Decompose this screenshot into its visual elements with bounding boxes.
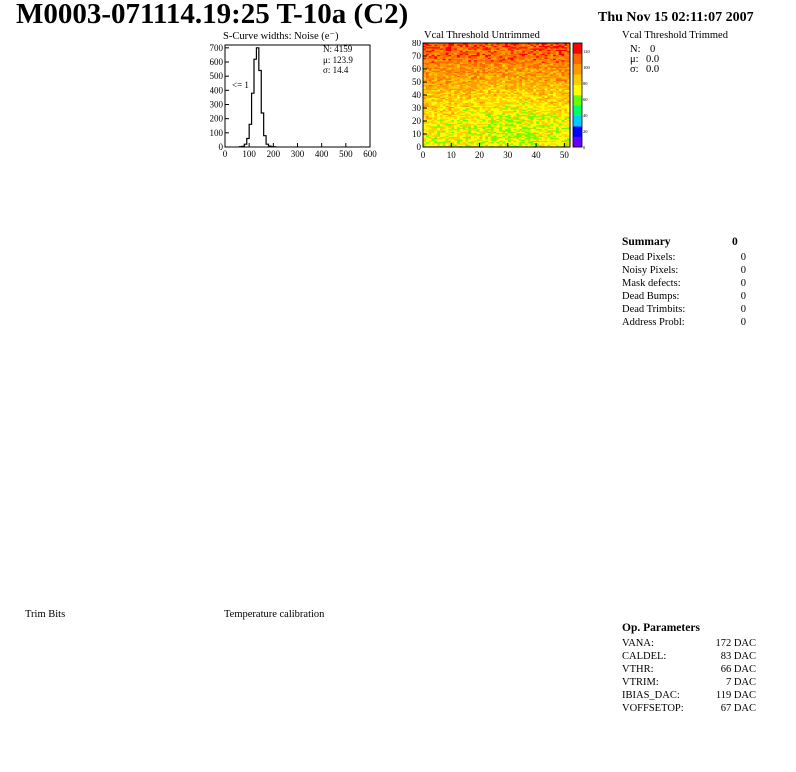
op-param-label: VANA:	[622, 638, 654, 649]
noise-histogram	[210, 40, 380, 162]
summary-row-label: Address Probl:	[622, 317, 685, 328]
noise-underflow-note: <= 1	[232, 80, 249, 90]
y-tick-label: 20	[412, 116, 421, 126]
summary-row-label: Mask defects:	[622, 278, 681, 289]
y-tick-label: 40	[412, 90, 421, 100]
x-tick-label: 600	[363, 149, 377, 159]
y-tick-label: 0	[416, 142, 421, 152]
colorbar-tick-label: 40	[583, 113, 588, 118]
y-tick-label: 70	[412, 51, 421, 61]
x-tick-label: 0	[420, 150, 426, 160]
trimmed-mu-value: 0.0	[646, 54, 660, 65]
trimmed-mu-label: μ:	[630, 54, 639, 65]
summary-row-value: 0	[740, 278, 746, 289]
noise-stat-n: N: 4159	[323, 44, 353, 54]
op-param-value: 67 DAC	[720, 703, 756, 714]
op-param-label: IBIAS_DAC:	[622, 690, 680, 701]
y-tick-label: 400	[210, 85, 223, 96]
colorbar-segment	[573, 43, 582, 54]
trimmed-sigma-label: σ:	[630, 64, 639, 75]
colorbar-tick-label: 100	[583, 65, 590, 70]
x-tick-label: 300	[290, 149, 305, 159]
x-tick-label: 500	[339, 149, 353, 159]
colorbar-tick-label: 80	[583, 81, 588, 86]
summary-title: Summary	[622, 236, 671, 248]
colorbar-segment	[573, 137, 582, 148]
trimmed-n-label: N:	[630, 44, 641, 55]
op-param-label: VTRIM:	[622, 677, 659, 688]
summary-row-label: Dead Bumps:	[622, 291, 680, 302]
heatmap-colorbar	[573, 43, 590, 150]
histogram-outline	[240, 48, 276, 147]
op-param-value: 119 DAC	[715, 690, 756, 701]
colorbar-segment	[573, 53, 582, 64]
summary-row-label: Noisy Pixels:	[622, 265, 679, 276]
date-stamp: Thu Nov 15 02:11:07 2007	[598, 10, 754, 25]
colorbar-tick-label: 120	[583, 49, 590, 54]
summary-row-value: 0	[740, 265, 746, 276]
y-tick-label: 50	[412, 77, 421, 87]
op-param-label: CALDEL:	[622, 651, 667, 662]
y-tick-label: 80	[412, 40, 421, 48]
colorbar-segment	[573, 126, 582, 137]
x-tick-label: 20	[475, 150, 485, 160]
x-tick-label: 10	[446, 150, 456, 160]
vcal-untrimmed-title: Vcal Threshold Untrimmed	[424, 30, 540, 41]
y-tick-label: 300	[210, 99, 223, 110]
colorbar-segment	[573, 116, 582, 127]
y-tick-label: 0	[218, 142, 223, 152]
summary-row-value: 0	[740, 304, 746, 315]
colorbar-tick-label: 20	[583, 129, 588, 134]
summary-row-label: Dead Pixels:	[622, 252, 676, 263]
vcal-untrimmed-heatmap	[405, 40, 590, 162]
colorbar-tick-label: 60	[583, 97, 588, 102]
x-tick-label: 50	[559, 150, 569, 160]
heatmap-cells	[423, 43, 570, 147]
noise-histogram-title: S-Curve widths: Noise (e⁻)	[223, 31, 339, 42]
colorbar-tick-label: 0	[583, 145, 586, 150]
x-tick-label: 40	[531, 150, 541, 160]
op-param-label: VTHR:	[622, 664, 654, 675]
x-tick-label: 0	[222, 149, 228, 159]
y-tick-label: 10	[412, 129, 421, 139]
summary-row-value: 0	[740, 252, 746, 263]
trimmed-sigma-value: 0.0	[646, 64, 660, 75]
y-tick-label: 600	[210, 57, 223, 67]
vcal-trimmed-title: Vcal Threshold Trimmed	[622, 30, 728, 41]
page-title: M0003-071114.19:25 T-10a (C2)	[16, 0, 409, 30]
summary-row-label: Dead Trimbits:	[622, 304, 686, 315]
y-tick-label: 200	[210, 113, 223, 124]
x-tick-label: 400	[314, 149, 329, 159]
summary-row-value: 0	[740, 291, 746, 302]
colorbar-segment	[573, 64, 582, 75]
x-tick-label: 100	[242, 149, 256, 159]
colorbar-segment	[573, 105, 582, 116]
op-param-value: 172 DAC	[715, 638, 756, 649]
op-param-label: VOFFSETOP:	[622, 703, 684, 714]
summary-total: 0	[732, 236, 738, 248]
op-param-value: 83 DAC	[720, 651, 756, 662]
summary-row-value: 0	[740, 317, 746, 328]
trimmed-n-value: 0	[650, 44, 656, 55]
x-tick-label: 30	[503, 150, 513, 160]
op-parameters-title: Op. Parameters	[622, 622, 700, 634]
y-tick-label: 700	[210, 42, 223, 53]
x-tick-label: 200	[266, 149, 281, 159]
noise-stat-mu: μ: 123.9	[323, 55, 353, 65]
y-tick-label: 100	[210, 127, 223, 138]
op-param-value: 7 DAC	[725, 677, 756, 688]
y-tick-label: 60	[412, 64, 421, 74]
colorbar-segment	[573, 85, 582, 96]
noise-stat-sigma: σ: 14.4	[323, 65, 349, 75]
colorbar-segment	[573, 74, 582, 85]
colorbar-segment	[573, 95, 582, 106]
temperature-calibration-label: Temperature calibration	[224, 609, 325, 620]
op-param-value: 66 DAC	[720, 664, 756, 675]
trim-bits-label: Trim Bits	[25, 609, 66, 620]
noise-histogram-bars	[240, 48, 276, 147]
y-tick-label: 30	[412, 103, 421, 113]
vcal-trimmed-stats	[630, 44, 660, 75]
y-tick-label: 500	[210, 71, 223, 82]
